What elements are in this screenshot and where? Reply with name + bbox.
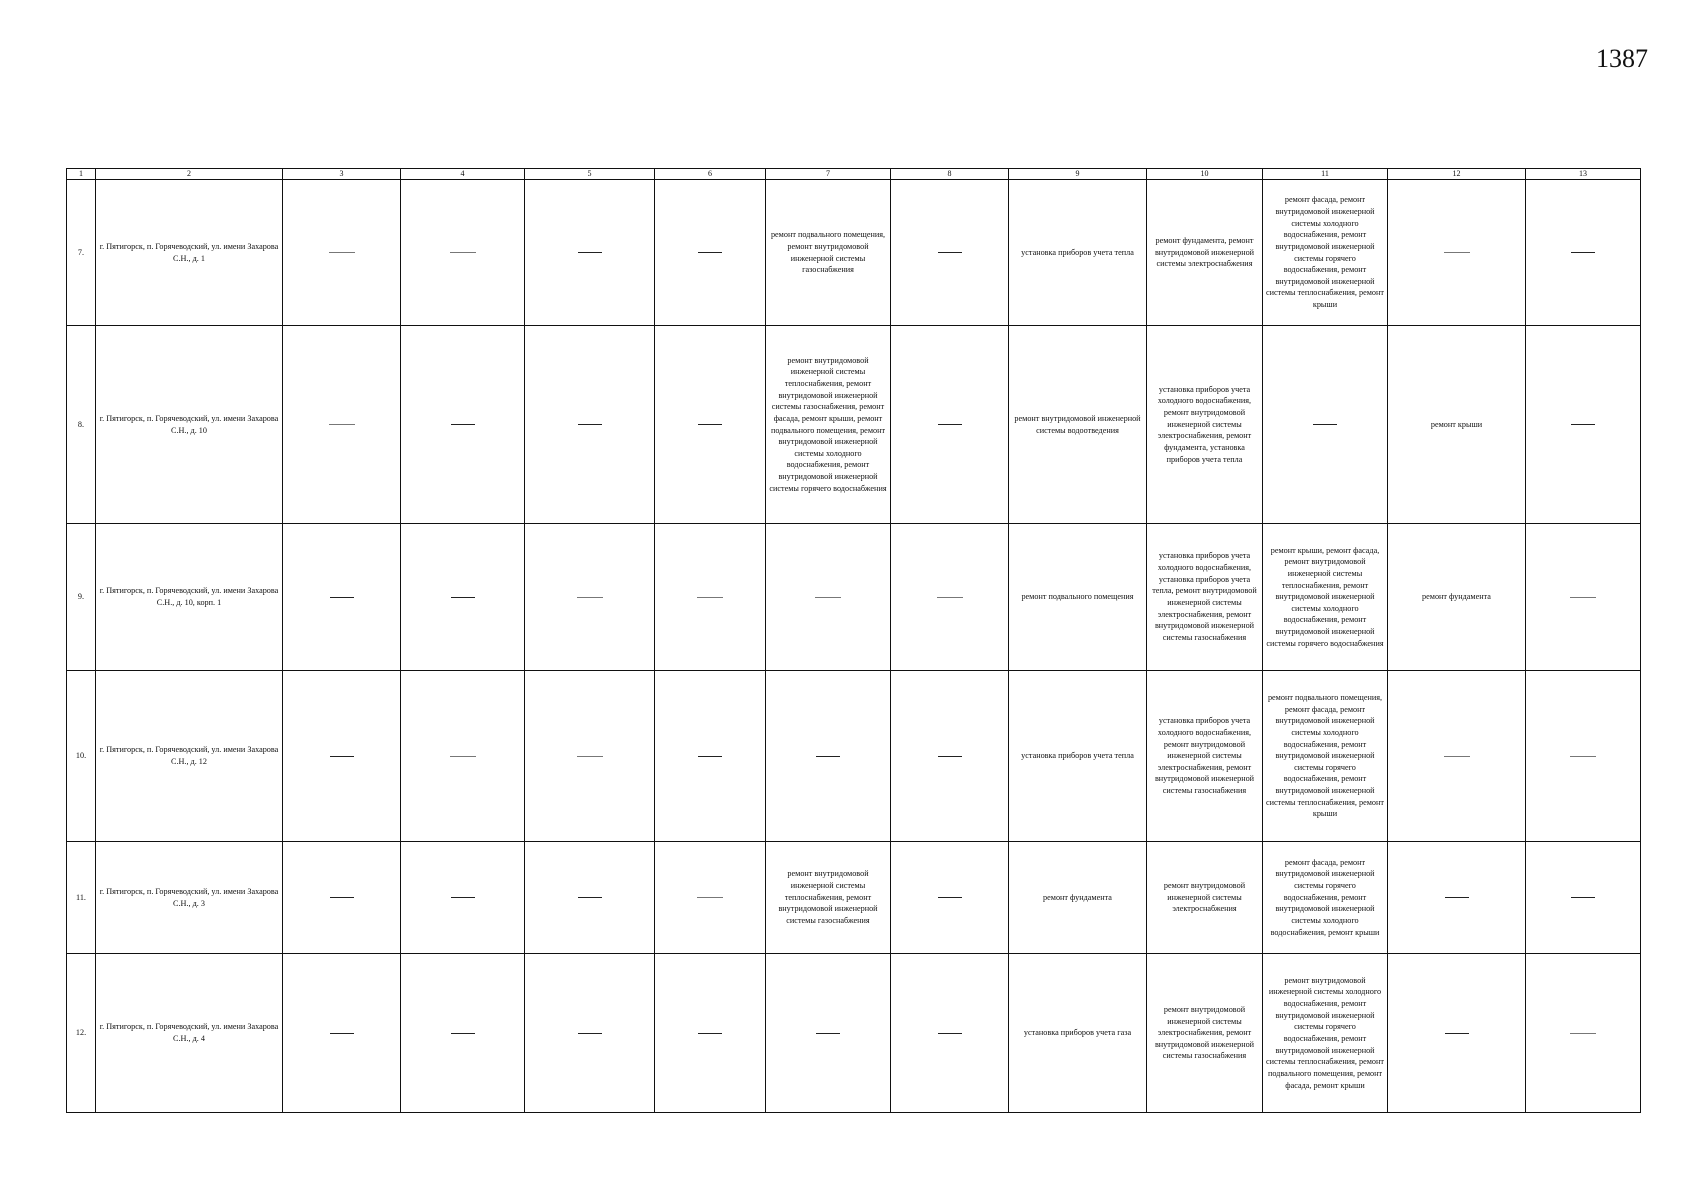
cell-col11: ремонт фасада, ремонт внутридомовой инженерной системы холодного водоснабжения, ремонт внутридомовой инженерной системы горячего водоснабжения, ремонт внутридомовой инженерной системы теплоснабжения, ремонт крыши bbox=[1263, 180, 1388, 326]
dash-mark bbox=[451, 424, 475, 425]
dash-mark bbox=[1313, 424, 1337, 425]
column-number: 1 bbox=[67, 169, 96, 180]
table-row bbox=[67, 954, 1641, 1113]
cell-col10: установка приборов учета холодного водоснабжения, ремонт внутридомовой инженерной системы электроснабжения, ремонт внутридомовой инженерной системы газоснабжения bbox=[1147, 671, 1263, 842]
dash-mark bbox=[330, 756, 354, 757]
row-address: г. Пятигорск, п. Горячеводский, ул. имени Захарова С.Н., д. 12 bbox=[96, 671, 283, 842]
dash-mark bbox=[698, 1033, 722, 1034]
dash-mark bbox=[577, 597, 603, 598]
table-row bbox=[67, 671, 1641, 842]
cell-col9: ремонт подвального помещения bbox=[1009, 524, 1147, 671]
dash-mark bbox=[816, 756, 840, 757]
page-number: 1387 bbox=[1596, 44, 1648, 73]
row-address: г. Пятигорск, п. Горячеводский, ул. имени Захарова С.Н., д. 4 bbox=[96, 954, 283, 1113]
dash-mark bbox=[938, 756, 962, 757]
dash-mark bbox=[1445, 897, 1469, 898]
dash-mark bbox=[697, 897, 723, 898]
dash-mark bbox=[815, 597, 841, 598]
dash-mark bbox=[450, 756, 476, 757]
cell-col11: ремонт фасада, ремонт внутридомовой инженерной системы горячего водоснабжения, ремонт внутридомовой инженерной системы холодного водоснабжения, ремонт крыши bbox=[1263, 842, 1388, 954]
dash-mark bbox=[578, 897, 602, 898]
dash-mark bbox=[329, 424, 355, 425]
dash-mark bbox=[578, 1033, 602, 1034]
row-number: 10. bbox=[67, 671, 96, 842]
column-number: 9 bbox=[1009, 169, 1147, 180]
column-number: 8 bbox=[891, 169, 1009, 180]
row-address: г. Пятигорск, п. Горячеводский, ул. имени Захарова С.Н., д. 1 bbox=[96, 180, 283, 326]
cell-col12: ремонт фундамента bbox=[1388, 524, 1526, 671]
table-row bbox=[67, 842, 1641, 954]
dash-mark bbox=[329, 252, 355, 253]
repair-schedule-table bbox=[66, 168, 1641, 1113]
dash-mark bbox=[698, 252, 722, 253]
dash-mark bbox=[451, 897, 475, 898]
row-number: 9. bbox=[67, 524, 96, 671]
cell-col9: ремонт фундамента bbox=[1009, 842, 1147, 954]
dash-mark bbox=[577, 756, 603, 757]
dash-mark bbox=[937, 597, 963, 598]
row-number: 8. bbox=[67, 326, 96, 524]
dash-mark bbox=[578, 252, 602, 253]
cell-col10: ремонт внутридомовой инженерной системы электроснабжения bbox=[1147, 842, 1263, 954]
column-number: 5 bbox=[525, 169, 655, 180]
dash-mark bbox=[330, 1033, 354, 1034]
column-number: 6 bbox=[655, 169, 766, 180]
row-number: 7. bbox=[67, 180, 96, 326]
cell-col9: установка приборов учета тепла bbox=[1009, 671, 1147, 842]
row-number: 11. bbox=[67, 842, 96, 954]
dash-mark bbox=[451, 1033, 475, 1034]
cell-col10: установка приборов учета холодного водоснабжения, ремонт внутридомовой инженерной системы электроснабжения, ремонт фундамента, установка приборов учета тепла bbox=[1147, 326, 1263, 524]
dash-mark bbox=[938, 424, 962, 425]
dash-mark bbox=[1571, 897, 1595, 898]
column-number: 7 bbox=[766, 169, 891, 180]
dash-mark bbox=[938, 252, 962, 253]
dash-mark bbox=[1570, 1033, 1596, 1034]
cell-col11: ремонт подвального помещения, ремонт фасада, ремонт внутридомовой инженерной системы холодного водоснабжения, ремонт внутридомовой инженерной системы горячего водоснабжения, ремонт внутридомовой инженерной системы теплоснабжения, ремонт крыши bbox=[1263, 671, 1388, 842]
column-number: 10 bbox=[1147, 169, 1263, 180]
column-number: 11 bbox=[1263, 169, 1388, 180]
dash-mark bbox=[450, 252, 476, 253]
table-row bbox=[67, 524, 1641, 671]
row-address: г. Пятигорск, п. Горячеводский, ул. имени Захарова С.Н., д. 10 bbox=[96, 326, 283, 524]
cell-col7: ремонт подвального помещения, ремонт внутридомовой инженерной системы газоснабжения bbox=[766, 180, 891, 326]
dash-mark bbox=[1444, 252, 1470, 253]
dash-mark bbox=[938, 1033, 962, 1034]
cell-col7: ремонт внутридомовой инженерной системы теплоснабжения, ремонт внутридомовой инженерной системы газоснабжения, ремонт фасада, ремонт крыши, ремонт подвального помещения, ремонт внутридомовой инженерной системы холодного водоснабжения, ремонт внутридомовой инженерной системы горячего водоснабжения bbox=[766, 326, 891, 524]
dash-mark bbox=[330, 897, 354, 898]
cell-col9: ремонт внутридомовой инженерной системы водоотведения bbox=[1009, 326, 1147, 524]
column-number: 2 bbox=[96, 169, 283, 180]
cell-col9: установка приборов учета газа bbox=[1009, 954, 1147, 1113]
dash-mark bbox=[1571, 424, 1595, 425]
cell-col10: ремонт фундамента, ремонт внутридомовой инженерной системы электроснабжения bbox=[1147, 180, 1263, 326]
cell-col10: установка приборов учета холодного водоснабжения, установка приборов учета тепла, ремонт внутридомовой инженерной системы электроснабжения, ремонт внутридомовой инженерной системы газоснабжения bbox=[1147, 524, 1263, 671]
column-number: 13 bbox=[1526, 169, 1641, 180]
row-address: г. Пятигорск, п. Горячеводский, ул. имени Захарова С.Н., д. 3 bbox=[96, 842, 283, 954]
row-number: 12. bbox=[67, 954, 96, 1113]
cell-col10: ремонт внутридомовой инженерной системы электроснабжения, ремонт внутридомовой инженерной системы газоснабжения bbox=[1147, 954, 1263, 1113]
table-row bbox=[67, 326, 1641, 524]
cell-col12: ремонт крыши bbox=[1388, 326, 1526, 524]
dash-mark bbox=[938, 897, 962, 898]
cell-col11: ремонт крыши, ремонт фасада, ремонт внутридомовой инженерной системы теплоснабжения, ремонт внутридомовой инженерной системы холодного водоснабжения, ремонт внутридомовой инженерной системы горячего водоснабжения bbox=[1263, 524, 1388, 671]
dash-mark bbox=[451, 597, 475, 598]
column-number-row bbox=[67, 169, 1641, 180]
dash-mark bbox=[1570, 597, 1596, 598]
cell-col11: ремонт внутридомовой инженерной системы холодного водоснабжения, ремонт внутридомовой инженерной системы горячего водоснабжения, ремонт внутридомовой инженерной системы теплоснабжения, ремонт подвального помещения, ремонт фасада, ремонт крыши bbox=[1263, 954, 1388, 1113]
dash-mark bbox=[816, 1033, 840, 1034]
dash-mark bbox=[1444, 756, 1470, 757]
dash-mark bbox=[1445, 1033, 1469, 1034]
dash-mark bbox=[1570, 756, 1596, 757]
dash-mark bbox=[1571, 252, 1595, 253]
column-number: 12 bbox=[1388, 169, 1526, 180]
column-number: 3 bbox=[283, 169, 401, 180]
column-number: 4 bbox=[401, 169, 525, 180]
row-address: г. Пятигорск, п. Горячеводский, ул. имени Захарова С.Н., д. 10, корп. 1 bbox=[96, 524, 283, 671]
dash-mark bbox=[578, 424, 602, 425]
dash-mark bbox=[698, 424, 722, 425]
dash-mark bbox=[697, 597, 723, 598]
cell-col7: ремонт внутридомовой инженерной системы теплоснабжения, ремонт внутридомовой инженерной системы газоснабжения bbox=[766, 842, 891, 954]
table-row bbox=[67, 180, 1641, 326]
dash-mark bbox=[698, 756, 722, 757]
cell-col9: установка приборов учета тепла bbox=[1009, 180, 1147, 326]
dash-mark bbox=[330, 597, 354, 598]
